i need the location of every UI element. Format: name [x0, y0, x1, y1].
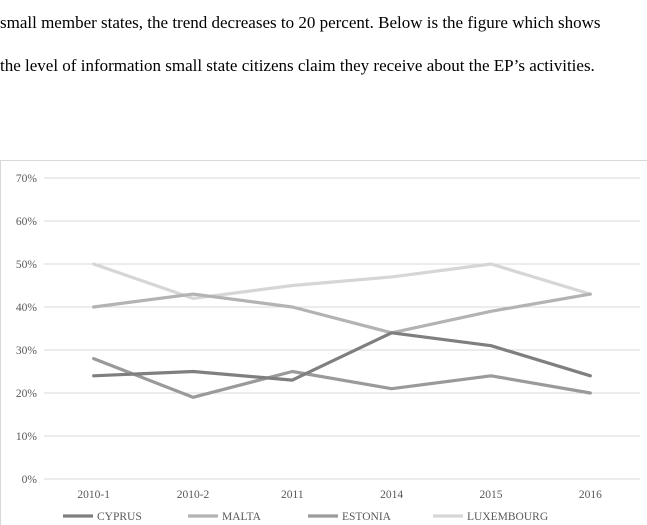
- x-tick-label: 2010-1: [77, 489, 110, 501]
- x-tick-label: 2015: [479, 489, 503, 501]
- series-line-luxembourg: [94, 264, 591, 298]
- x-tick-label: 2011: [281, 489, 304, 501]
- series-line-malta: [94, 294, 591, 333]
- y-tick-label: 40%: [15, 302, 37, 314]
- legend-label-estonia: ESTONIA: [342, 511, 391, 523]
- paragraph-line-2: the level of information small state citizens claim they receive about the EP’s activities.: [0, 56, 595, 75]
- y-tick-label: 60%: [15, 216, 37, 228]
- x-tick-label: 2010-2: [176, 489, 210, 501]
- x-tick-label: 2014: [380, 489, 404, 501]
- legend-label-malta: MALTA: [222, 511, 261, 523]
- y-tick-label: 10%: [15, 431, 37, 443]
- paragraph-line-1: small member states, the trend decreases to 20 percent. Below is the figure which shows: [0, 13, 601, 32]
- y-tick-label: 0%: [21, 474, 37, 486]
- series-line-cyprus: [94, 333, 591, 380]
- legend-label-luxembourg: LUXEMBOURG: [467, 511, 549, 523]
- y-tick-label: 30%: [15, 345, 37, 357]
- series-line-estonia: [94, 359, 591, 398]
- x-tick-label: 2016: [578, 489, 602, 501]
- y-tick-label: 20%: [15, 388, 37, 400]
- legend-label-cyprus: CYPRUS: [97, 511, 142, 523]
- y-tick-label: 50%: [15, 259, 37, 271]
- y-tick-label: 70%: [15, 173, 37, 185]
